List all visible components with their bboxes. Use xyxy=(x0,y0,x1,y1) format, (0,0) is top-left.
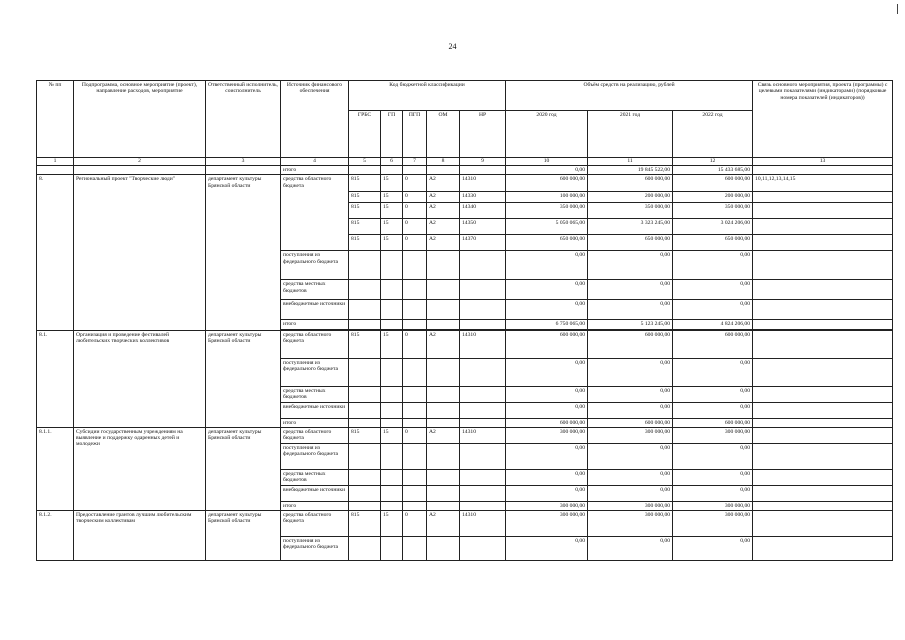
value-2020: 100 000,00 xyxy=(506,192,588,203)
value-2020: 0,00 xyxy=(506,358,588,386)
code-gp: 15 xyxy=(381,219,403,235)
table-row xyxy=(37,427,893,443)
table-row xyxy=(37,166,893,175)
value-2021: 0,00 xyxy=(588,358,673,386)
header-2021: 2021 год xyxy=(588,111,673,158)
code-np: 14310 xyxy=(460,330,506,358)
source-label: средства областного бюджета xyxy=(281,330,349,358)
code-grbs: 815 xyxy=(349,203,381,219)
header-link: Связь основного мероприятия, проекта (программы) с целевыми показателями (индикаторами) (порядковые номера показателей (индикаторов)) xyxy=(753,81,893,158)
col-number: 4 xyxy=(281,158,349,166)
value-2022: 350 000,00 xyxy=(673,203,753,219)
row-executor: департамент культуры Брянской области xyxy=(206,511,281,561)
col-number: 9 xyxy=(460,158,506,166)
code-gp: 15 xyxy=(381,427,403,443)
header-executor: Ответственный исполнитель, соисполнитель xyxy=(206,81,281,158)
value-2020: 0,00 xyxy=(506,402,588,418)
value-2020: 0,00 xyxy=(506,469,588,485)
value-2020: 600 000,00 xyxy=(506,330,588,358)
indicator-link: 10,11,12,13,14,15 xyxy=(753,175,893,192)
header-budget-class: Код бюджетной классификации xyxy=(349,81,506,111)
code-grbs: 815 xyxy=(349,330,381,358)
col-number: 10 xyxy=(506,158,588,166)
row-program: Региональный проект "Творческие люди" xyxy=(74,175,206,330)
row-program: Организация и проведение фестивалей любительских творческих коллективов xyxy=(74,330,206,427)
value-2021: 0,00 xyxy=(588,485,673,501)
value-2022: 0,00 xyxy=(673,358,753,386)
col-number: 1 xyxy=(37,158,74,166)
value-2022: 0,00 xyxy=(673,300,753,320)
col-number: 2 xyxy=(74,158,206,166)
code-om: A2 xyxy=(427,203,460,219)
code-pgp: 0 xyxy=(403,192,427,203)
value-2021: 600 000,00 xyxy=(588,418,673,427)
code-pgp: 0 xyxy=(403,330,427,358)
value-2020: 0,00 xyxy=(506,166,588,175)
code-om: A2 xyxy=(427,192,460,203)
source-label: итого xyxy=(281,418,349,427)
value-2021: 3 323 245,00 xyxy=(588,219,673,235)
value-2021: 600 000,00 xyxy=(588,175,673,192)
header-volume: Объём средств на реализацию, рублей xyxy=(506,81,753,111)
value-2021: 650 000,00 xyxy=(588,235,673,251)
header-2022: 2022 год xyxy=(673,111,753,158)
source-label: средства областного бюджета xyxy=(281,175,349,251)
header-num: № пп xyxy=(37,81,74,158)
value-2022: 0,00 xyxy=(673,443,753,469)
value-2022: 0,00 xyxy=(673,485,753,501)
code-pgp: 0 xyxy=(403,219,427,235)
col-number: 13 xyxy=(753,158,893,166)
header-np: НР xyxy=(460,111,506,158)
column-number-row xyxy=(37,158,893,166)
value-2021: 0,00 xyxy=(588,469,673,485)
code-om: A2 xyxy=(427,219,460,235)
source-label: средства местных бюджетов xyxy=(281,280,349,300)
header-program: Подпрограмма, основное мероприятие (проект), направление расходов, мероприятие xyxy=(74,81,206,158)
value-2020: 600 000,00 xyxy=(506,175,588,192)
header-row xyxy=(37,81,893,111)
code-grbs: 815 xyxy=(349,235,381,251)
source-label: итого xyxy=(281,166,349,175)
header-source: Источник финансового обеспечения xyxy=(281,81,349,158)
value-2021: 300 000,00 xyxy=(588,427,673,443)
value-2022: 300 000,00 xyxy=(673,501,753,510)
row-program: Предоставление грантов лучшим любительским творческим коллективам xyxy=(74,511,206,561)
header-gp: ГП xyxy=(381,111,403,158)
col-number: 6 xyxy=(381,158,403,166)
value-2020: 0,00 xyxy=(506,485,588,501)
source-label: поступления из федерального бюджета xyxy=(281,251,349,280)
code-pgp: 0 xyxy=(403,175,427,192)
value-2021: 600 000,00 xyxy=(588,330,673,358)
value-2020: 0,00 xyxy=(506,443,588,469)
table-row xyxy=(37,330,893,358)
col-number: 12 xyxy=(673,158,753,166)
code-grbs: 815 xyxy=(349,192,381,203)
value-2020: 300 000,00 xyxy=(506,511,588,537)
code-np: 14310 xyxy=(460,175,506,192)
value-2020: 0,00 xyxy=(506,251,588,280)
col-number: 3 xyxy=(206,158,281,166)
value-2020: 600 000,00 xyxy=(506,418,588,427)
value-2021: 0,00 xyxy=(588,386,673,402)
row-executor: департамент культуры Брянской области xyxy=(206,427,281,510)
source-label: поступления из федерального бюджета xyxy=(281,358,349,386)
header-pgp: ПГП xyxy=(403,111,427,158)
row-number: 8.1.1. xyxy=(37,427,74,510)
value-2020: 5 050 065,00 xyxy=(506,219,588,235)
value-2020: 0,00 xyxy=(506,300,588,320)
value-2022: 0,00 xyxy=(673,280,753,300)
value-2021: 0,00 xyxy=(588,300,673,320)
source-label: поступления из федерального бюджета xyxy=(281,443,349,469)
code-np: 14350 xyxy=(460,219,506,235)
budget-table xyxy=(36,80,893,561)
code-gp: 15 xyxy=(381,330,403,358)
code-gp: 15 xyxy=(381,192,403,203)
code-gp: 15 xyxy=(381,203,403,219)
source-label: итого xyxy=(281,320,349,329)
value-2020: 6 750 065,00 xyxy=(506,320,588,329)
source-label: средства областного бюджета xyxy=(281,511,349,537)
value-2020: 0,00 xyxy=(506,280,588,300)
edge-mark xyxy=(897,4,898,14)
code-grbs: 815 xyxy=(349,175,381,192)
value-2021: 19 845 522,00 xyxy=(588,166,673,175)
row-number: 8. xyxy=(37,175,74,330)
source-label: внебюджетные источники xyxy=(281,402,349,418)
value-2022: 600 000,00 xyxy=(673,418,753,427)
code-om: A2 xyxy=(427,330,460,358)
value-2020: 350 000,00 xyxy=(506,203,588,219)
col-number: 7 xyxy=(403,158,427,166)
value-2021: 300 000,00 xyxy=(588,501,673,510)
row-program: Субсидии государственным учреждениям на выявление и поддержку одаренных детей и молодежи xyxy=(74,427,206,510)
value-2022: 300 000,00 xyxy=(673,427,753,443)
value-2021: 0,00 xyxy=(588,402,673,418)
col-number: 8 xyxy=(427,158,460,166)
code-gp: 15 xyxy=(381,235,403,251)
value-2022: 4 824 206,00 xyxy=(673,320,753,329)
code-np: 14310 xyxy=(460,511,506,537)
code-om: A2 xyxy=(427,235,460,251)
source-label: средства местных бюджетов xyxy=(281,386,349,402)
value-2021: 0,00 xyxy=(588,537,673,561)
value-2022: 0,00 xyxy=(673,386,753,402)
code-np: 14370 xyxy=(460,235,506,251)
value-2022: 600 000,00 xyxy=(673,175,753,192)
source-label: средства областного бюджета xyxy=(281,427,349,443)
value-2022: 600 000,00 xyxy=(673,330,753,358)
code-grbs: 815 xyxy=(349,219,381,235)
code-gp: 15 xyxy=(381,511,403,537)
row-executor: департамент культуры Брянской области xyxy=(206,175,281,330)
value-2020: 650 000,00 xyxy=(506,235,588,251)
value-2020: 0,00 xyxy=(506,537,588,561)
source-label: внебюджетные источники xyxy=(281,300,349,320)
code-np: 14310 xyxy=(460,427,506,443)
code-pgp: 0 xyxy=(403,235,427,251)
value-2022: 300 000,00 xyxy=(673,511,753,537)
value-2022: 15 433 685,00 xyxy=(673,166,753,175)
code-pgp: 0 xyxy=(403,511,427,537)
value-2021: 200 000,00 xyxy=(588,192,673,203)
code-gp: 15 xyxy=(381,175,403,192)
value-2022: 650 000,00 xyxy=(673,235,753,251)
table-row xyxy=(37,175,893,192)
code-np: 14340 xyxy=(460,203,506,219)
value-2022: 0,00 xyxy=(673,469,753,485)
source-label: внебюджетные источники xyxy=(281,485,349,501)
value-2021: 300 000,00 xyxy=(588,511,673,537)
header-2020: 2020 год xyxy=(506,111,588,158)
value-2022: 0,00 xyxy=(673,537,753,561)
value-2020: 300 000,00 xyxy=(506,427,588,443)
value-2022: 3 024 206,00 xyxy=(673,219,753,235)
value-2021: 0,00 xyxy=(588,443,673,469)
source-label: поступления из федерального бюджета xyxy=(281,537,349,561)
row-number: 8.1. xyxy=(37,330,74,427)
col-number: 5 xyxy=(349,158,381,166)
value-2021: 0,00 xyxy=(588,280,673,300)
row-number: 8.1.2. xyxy=(37,511,74,561)
code-pgp: 0 xyxy=(403,203,427,219)
value-2021: 5 123 245,00 xyxy=(588,320,673,329)
code-om: A2 xyxy=(427,427,460,443)
header-grbs: ГРБС xyxy=(349,111,381,158)
value-2022: 200 000,00 xyxy=(673,192,753,203)
col-number: 11 xyxy=(588,158,673,166)
value-2020: 300 000,00 xyxy=(506,501,588,510)
code-np: 14330 xyxy=(460,192,506,203)
code-pgp: 0 xyxy=(403,427,427,443)
source-label: средства местных бюджетов xyxy=(281,469,349,485)
code-om: A2 xyxy=(427,175,460,192)
code-grbs: 815 xyxy=(349,427,381,443)
value-2020: 0,00 xyxy=(506,386,588,402)
value-2021: 350 000,00 xyxy=(588,203,673,219)
value-2022: 0,00 xyxy=(673,402,753,418)
value-2022: 0,00 xyxy=(673,251,753,280)
row-executor: департамент культуры Брянской области xyxy=(206,330,281,427)
header-om: ОМ xyxy=(427,111,460,158)
value-2021: 0,00 xyxy=(588,251,673,280)
code-grbs: 815 xyxy=(349,511,381,537)
source-label: итого xyxy=(281,501,349,510)
page-number: 24 xyxy=(448,42,457,51)
table-row xyxy=(37,511,893,537)
code-om: A2 xyxy=(427,511,460,537)
